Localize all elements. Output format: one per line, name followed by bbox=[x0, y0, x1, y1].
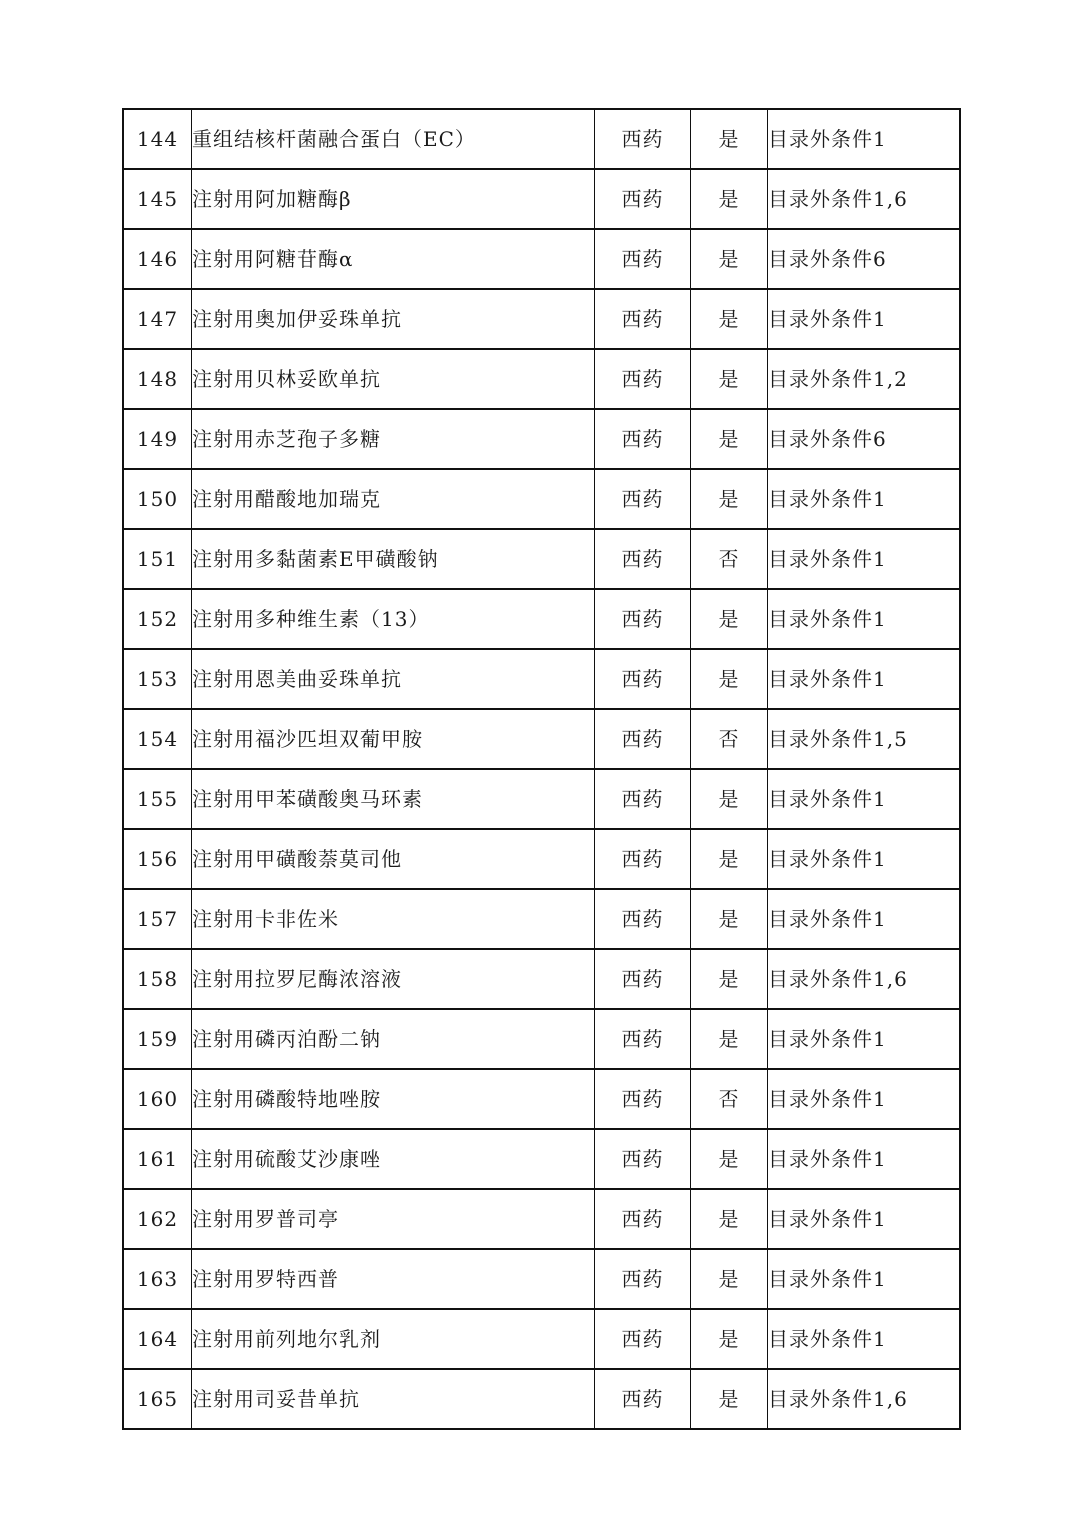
drug-flag: 是 bbox=[691, 169, 768, 229]
row-number: 151 bbox=[123, 529, 192, 589]
drug-name: 注射用贝林妥欧单抗 bbox=[192, 349, 595, 409]
drug-condition: 目录外条件1 bbox=[768, 829, 961, 889]
drug-type: 西药 bbox=[595, 1369, 691, 1429]
table-row bbox=[123, 769, 960, 829]
drug-type: 西药 bbox=[595, 1189, 691, 1249]
row-number: 160 bbox=[123, 1069, 192, 1129]
table-row bbox=[123, 649, 960, 709]
drug-type: 西药 bbox=[595, 889, 691, 949]
row-number: 159 bbox=[123, 1009, 192, 1069]
drug-flag: 是 bbox=[691, 589, 768, 649]
row-number: 146 bbox=[123, 229, 192, 289]
row-number: 164 bbox=[123, 1309, 192, 1369]
drug-flag: 是 bbox=[691, 1369, 768, 1429]
drug-name: 注射用磷酸特地唑胺 bbox=[192, 1069, 595, 1129]
table-row bbox=[123, 1069, 960, 1129]
drug-flag: 是 bbox=[691, 649, 768, 709]
drug-type: 西药 bbox=[595, 949, 691, 1009]
table-row bbox=[123, 1249, 960, 1309]
drug-name: 注射用阿加糖酶β bbox=[192, 169, 595, 229]
drug-type: 西药 bbox=[595, 589, 691, 649]
table-row bbox=[123, 529, 960, 589]
drug-type: 西药 bbox=[595, 649, 691, 709]
drug-flag: 否 bbox=[691, 709, 768, 769]
row-number: 156 bbox=[123, 829, 192, 889]
drug-type: 西药 bbox=[595, 409, 691, 469]
drug-name: 重组结核杆菌融合蛋白（EC） bbox=[192, 109, 595, 169]
drug-type: 西药 bbox=[595, 469, 691, 529]
drug-type: 西药 bbox=[595, 829, 691, 889]
table-row bbox=[123, 409, 960, 469]
drug-flag: 是 bbox=[691, 1249, 768, 1309]
row-number: 163 bbox=[123, 1249, 192, 1309]
table-row bbox=[123, 289, 960, 349]
table-row bbox=[123, 1309, 960, 1369]
drug-condition: 目录外条件1 bbox=[768, 529, 961, 589]
drug-name: 注射用奥加伊妥珠单抗 bbox=[192, 289, 595, 349]
drug-name: 注射用卡非佐米 bbox=[192, 889, 595, 949]
drug-condition: 目录外条件1,5 bbox=[768, 709, 961, 769]
drug-condition: 目录外条件1 bbox=[768, 649, 961, 709]
drug-condition: 目录外条件1 bbox=[768, 889, 961, 949]
drug-flag: 是 bbox=[691, 469, 768, 529]
row-number: 155 bbox=[123, 769, 192, 829]
drug-type: 西药 bbox=[595, 229, 691, 289]
table-row bbox=[123, 1009, 960, 1069]
table-row bbox=[123, 589, 960, 649]
drug-name: 注射用司妥昔单抗 bbox=[192, 1369, 595, 1429]
table-row bbox=[123, 109, 960, 169]
drug-name: 注射用甲苯磺酸奥马环素 bbox=[192, 769, 595, 829]
drug-type: 西药 bbox=[595, 1129, 691, 1189]
drug-name: 注射用赤芝孢子多糖 bbox=[192, 409, 595, 469]
table-row bbox=[123, 889, 960, 949]
drug-flag: 是 bbox=[691, 829, 768, 889]
drug-name: 注射用罗特西普 bbox=[192, 1249, 595, 1309]
table-row bbox=[123, 1369, 960, 1429]
drug-condition: 目录外条件1 bbox=[768, 1189, 961, 1249]
drug-type: 西药 bbox=[595, 1069, 691, 1129]
drug-condition: 目录外条件1,6 bbox=[768, 169, 961, 229]
drug-flag: 是 bbox=[691, 1009, 768, 1069]
drug-name: 注射用多种维生素（13） bbox=[192, 589, 595, 649]
table-row bbox=[123, 1189, 960, 1249]
drug-flag: 是 bbox=[691, 1129, 768, 1189]
row-number: 148 bbox=[123, 349, 192, 409]
row-number: 161 bbox=[123, 1129, 192, 1189]
drug-type: 西药 bbox=[595, 169, 691, 229]
drug-flag: 否 bbox=[691, 1069, 768, 1129]
drug-condition: 目录外条件1,6 bbox=[768, 949, 961, 1009]
drug-name: 注射用磷丙泊酚二钠 bbox=[192, 1009, 595, 1069]
drug-flag: 是 bbox=[691, 1189, 768, 1249]
row-number: 152 bbox=[123, 589, 192, 649]
drug-name: 注射用罗普司亭 bbox=[192, 1189, 595, 1249]
drug-type: 西药 bbox=[595, 109, 691, 169]
row-number: 153 bbox=[123, 649, 192, 709]
drug-condition: 目录外条件1 bbox=[768, 1069, 961, 1129]
drug-list-table bbox=[122, 108, 961, 1430]
drug-flag: 是 bbox=[691, 769, 768, 829]
drug-name: 注射用恩美曲妥珠单抗 bbox=[192, 649, 595, 709]
drug-name: 注射用拉罗尼酶浓溶液 bbox=[192, 949, 595, 1009]
drug-flag: 是 bbox=[691, 289, 768, 349]
row-number: 145 bbox=[123, 169, 192, 229]
row-number: 150 bbox=[123, 469, 192, 529]
drug-list-body bbox=[123, 109, 960, 1429]
drug-type: 西药 bbox=[595, 529, 691, 589]
drug-condition: 目录外条件1 bbox=[768, 769, 961, 829]
row-number: 162 bbox=[123, 1189, 192, 1249]
drug-flag: 否 bbox=[691, 529, 768, 589]
drug-flag: 是 bbox=[691, 949, 768, 1009]
drug-condition: 目录外条件1 bbox=[768, 1249, 961, 1309]
drug-condition: 目录外条件1 bbox=[768, 1309, 961, 1369]
table-row bbox=[123, 349, 960, 409]
drug-flag: 是 bbox=[691, 889, 768, 949]
drug-condition: 目录外条件1,6 bbox=[768, 1369, 961, 1429]
drug-type: 西药 bbox=[595, 349, 691, 409]
drug-condition: 目录外条件1 bbox=[768, 289, 961, 349]
drug-flag: 是 bbox=[691, 409, 768, 469]
drug-type: 西药 bbox=[595, 1009, 691, 1069]
table-row bbox=[123, 169, 960, 229]
drug-name: 注射用硫酸艾沙康唑 bbox=[192, 1129, 595, 1189]
drug-type: 西药 bbox=[595, 709, 691, 769]
row-number: 165 bbox=[123, 1369, 192, 1429]
table-row bbox=[123, 709, 960, 769]
row-number: 144 bbox=[123, 109, 192, 169]
table-row bbox=[123, 829, 960, 889]
row-number: 158 bbox=[123, 949, 192, 1009]
drug-name: 注射用甲磺酸萘莫司他 bbox=[192, 829, 595, 889]
row-number: 147 bbox=[123, 289, 192, 349]
drug-flag: 是 bbox=[691, 349, 768, 409]
drug-type: 西药 bbox=[595, 769, 691, 829]
drug-name: 注射用醋酸地加瑞克 bbox=[192, 469, 595, 529]
table-row bbox=[123, 949, 960, 1009]
drug-condition: 目录外条件1 bbox=[768, 1009, 961, 1069]
table-row bbox=[123, 1129, 960, 1189]
drug-type: 西药 bbox=[595, 289, 691, 349]
drug-flag: 是 bbox=[691, 1309, 768, 1369]
drug-flag: 是 bbox=[691, 109, 768, 169]
drug-condition: 目录外条件6 bbox=[768, 409, 961, 469]
row-number: 149 bbox=[123, 409, 192, 469]
drug-condition: 目录外条件1 bbox=[768, 109, 961, 169]
drug-condition: 目录外条件1 bbox=[768, 1129, 961, 1189]
drug-name: 注射用前列地尔乳剂 bbox=[192, 1309, 595, 1369]
drug-condition: 目录外条件1,2 bbox=[768, 349, 961, 409]
row-number: 157 bbox=[123, 889, 192, 949]
drug-condition: 目录外条件1 bbox=[768, 589, 961, 649]
drug-condition: 目录外条件6 bbox=[768, 229, 961, 289]
row-number: 154 bbox=[123, 709, 192, 769]
drug-name: 注射用多黏菌素E甲磺酸钠 bbox=[192, 529, 595, 589]
drug-flag: 是 bbox=[691, 229, 768, 289]
drug-type: 西药 bbox=[595, 1249, 691, 1309]
drug-type: 西药 bbox=[595, 1309, 691, 1369]
table-row bbox=[123, 229, 960, 289]
drug-name: 注射用阿糖苷酶α bbox=[192, 229, 595, 289]
drug-name: 注射用福沙匹坦双葡甲胺 bbox=[192, 709, 595, 769]
table-row bbox=[123, 469, 960, 529]
drug-condition: 目录外条件1 bbox=[768, 469, 961, 529]
